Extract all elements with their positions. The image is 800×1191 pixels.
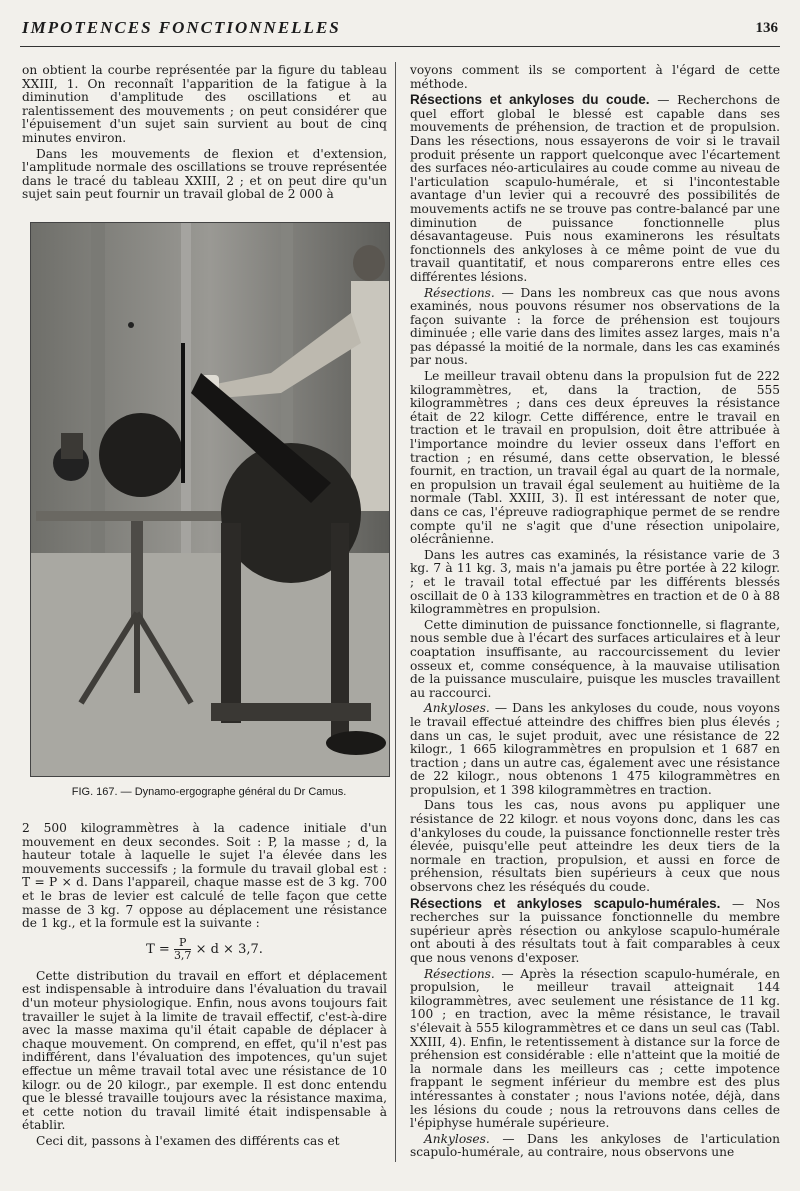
subsection-label: Résections. bbox=[424, 285, 495, 300]
paragraph: — Dans les nombreux cas que nous avons examinés, nous pouvons résumer nos observations de la façon suivante : la force de préhension est toujours diminuée ; elle varie dans des limites assez larges, mais n'a pas dépassé la moitié de la normale, dans les cas examinés par nous. bbox=[410, 285, 780, 368]
paragraph: — Nos recherches sur la puissance fonctionnelle du membre supérieur après résection ou ankylose scapulo-humérale ont abouti à des résultats tout à fait comparables à ceux que nous venons d'exposer. bbox=[410, 896, 781, 965]
subsection-label: Ankyloses. bbox=[424, 701, 490, 716]
paragraph: 2 500 kilogrammètres à la cadence initiale d'un mouvement en deux secondes. Soit : P, la masse ; d, la hauteur totale à laquelle le sujet l'a élevée dans les mouvements successifs ; la formule du travail global est : T = P × d. Dans l'appareil, chaque masse est de 3 kg. 700 et le bras de levier est calculé de telle façon que cette masse de 3 kg. 7 oppose au déplacement une résistance de 1 kg., et la formule est la suivante : bbox=[22, 821, 387, 931]
page-header bbox=[22, 18, 778, 44]
formula-denominator: 3,7 bbox=[173, 948, 192, 962]
page-number: 136 bbox=[755, 20, 778, 36]
paragraph: Dans les autres cas examinés, la résistance varie de 3 kg. 7 à 11 kg. 3, mais n'a jamais pu être portée à 22 kilogr. ; et le travail total effectué par les différents blessés oscillait de 0 à 133 kilogrammètres en traction et de 0 à 88 kilogrammètres en propulsion. bbox=[410, 547, 780, 617]
subsection-label: Ankyloses. bbox=[424, 1131, 490, 1146]
paragraph: Dans les mouvements de flexion et d'extension, l'amplitude normale des oscillations se trouve représentée dans le tracé du tableau XXIII, 2 ; et on peut dire qu'un sujet sain peut fournir un travail global de 2 000 à bbox=[22, 146, 387, 202]
paragraph: Ceci dit, passons à l'examen des différents cas et bbox=[36, 1133, 340, 1148]
subsection-ankyloses-scapulo bbox=[410, 1133, 780, 1160]
paragraph: — Après la résection scapulo-humérale, en propulsion, le meilleur travail atteignait 144 kilogrammètres, avec seulement une résistance de 11 kg. 100 ; en traction, avec la même résistance, le travail s'élevait à 555 kilogrammètres et ce dans un seul cas (Tabl. XXIII, 4). Enfin, le retentissement à distance sur la force de préhension est considérable : elle n'atteint que la moitié de la normale dans les meilleurs cas ; cette impotence frappant le segment inférieur du membre est des plus intéressantes à constater ; nous l'avions notée, déjà, dans les lésions du coude ; nous la retrouvons dans celles de l'épiphyse humérale supérieure. bbox=[410, 966, 781, 1131]
right-column bbox=[410, 64, 780, 1162]
section-heading: Résections et ankyloses scapulo-humérales. bbox=[410, 895, 721, 911]
paragraph: — Dans les ankyloses du coude, nous voyons le travail effectué atteindre des chiffres bien plus élevés ; dans un cas, le sujet produit, avec une résistance de 22 kilogr., 1 665 kilogrammètres en propulsion et 1 687 en traction ; dans un autre cas, également avec une résistance de 22 kilogr., nous obtenons 1 475 kilogrammètres en propulsion, et 1 398 kilogrammètres en traction. bbox=[410, 701, 781, 797]
paragraph: Cette diminution de puissance fonctionnelle, si flagrante, nous semble due à l'écart des surfaces articulaires et à leur coaptation insuffisante, au raccourcissement du levier osseux et, comme conséquence, à la mauvaise utilisation de la puissance musculaire, puisque les muscles travaillent au raccourci. bbox=[410, 617, 780, 700]
formula-lhs: T = bbox=[146, 941, 170, 957]
left-column-bottom bbox=[22, 822, 387, 1150]
paragraph: voyons comment ils se comportent à l'égard de cette méthode. bbox=[410, 63, 780, 91]
figure-caption: FIG. 167. — Dynamo-ergographe général du Dr Camus. bbox=[71, 786, 347, 798]
section-heading: Résections et ankyloses du coude. bbox=[410, 92, 650, 108]
header-rule bbox=[20, 46, 780, 47]
subsection-ankyloses bbox=[410, 702, 780, 797]
paragraph: — Recherchons de quel effort global le blessé est capable dans ses mouvements de préhension, de traction et de propulsion. Dans les résections, nous essayerons de voir si le travail produit présente un rapport quelconque avec l'écartement des surfaces néo-articulaires au coude comme au niveau de l'articulation scapulo-humérale, et si l'incontestable avantage d'un levier qui a recouvré des possibilités de mouvements actifs ne se trouve pas contre-balancé par une diminution de puissance fonctionnelle plus désavantageuse. Puis nous examinerons les résultats fonctionnels des ankyloses à ce même point de vue du travail quantitatif, et nous comparerons entre elles ces différentes lésions. bbox=[410, 93, 781, 284]
work-formula bbox=[22, 937, 387, 962]
subsection-resections-scapulo bbox=[410, 968, 780, 1131]
formula-numerator: P bbox=[178, 935, 187, 949]
paragraph: on obtient la courbe représentée par la figure du tableau XXIII, 1. On reconnaît l'apparition de la fatigue à la diminution d'amplitude des oscillations et au ralentissement des mouvements ; on peut considérer que l'épuisement d'un sujet sain survient au bout de cinq minutes environ. bbox=[22, 63, 387, 145]
apparatus-photo bbox=[31, 223, 389, 776]
formula-fraction bbox=[174, 937, 192, 962]
figure-dynamo-ergographe bbox=[30, 222, 390, 777]
subsection-resections bbox=[410, 287, 780, 369]
formula-rhs: × d × 3,7. bbox=[195, 941, 263, 957]
paragraph: — Dans les ankyloses de l'articulation scapulo-humérale, au contraire, nous observons une bbox=[410, 1131, 780, 1160]
left-column-top bbox=[22, 64, 387, 204]
running-title: IMPOTENCES FONCTIONNELLES bbox=[22, 18, 341, 37]
subsection-label: Résections. bbox=[424, 966, 495, 981]
paragraph: Dans tous les cas, nous avons pu appliquer une résistance de 22 kilogr. et nous voyons donc, dans les cas d'ankyloses du coude, la puissance fonctionnelle rester très élevée, puisqu'elle peut atteindre les deux tiers de la normale en traction, propulsion, et aussi en force de préhension, résultats bien supérieurs à ceux que nous observons chez les réséqués du coude. bbox=[410, 798, 780, 895]
column-divider bbox=[395, 62, 396, 1162]
paragraph: Cette distribution du travail en effort et déplacement est indispensable à introduire dans l'évaluation du travail d'un moteur physiologique. Enfin, nous avons toujours fait travailler le sujet à la limite de travail effectif, c'est-à-dire avec la masse maxima qu'il était capable de déplacer à chaque mouvement. On comprend, en effet, qu'il n'est pas indifférent, dans l'évaluation des impotences, qu'un sujet effectue un même travail total avec une résistance de 10 kilogr. ou de 20 kilogr., par exemple. Il est donc entendu que le blessé travaille toujours avec la résistance maxima, et cette notion du travail limité était indispensable à établir. bbox=[22, 968, 387, 1133]
paragraph: Le meilleur travail obtenu dans la propulsion fut de 222 kilogrammètres, et, dans la traction, de 555 kilogrammètres ; dans ces deux épreuves la résistance était de 22 kilogr. Cette différence, entre le travail en traction et le travail en propulsion, doit être attribuée à l'importance moindre du levier osseux dans l'effort en traction ; en résumé, dans cette observation, le blessé fournit, en traction, un travail égal au quart de la normale, en propulsion un travail égal seulement au huitième de la normale (Tabl. XXIII, 3). Il est intéressant de noter que, dans ce cas, l'épreuve radiographique permet de se rendre compte qu'il ne s'agit que d'une résection unipolaire, olécrânienne. bbox=[410, 369, 780, 547]
